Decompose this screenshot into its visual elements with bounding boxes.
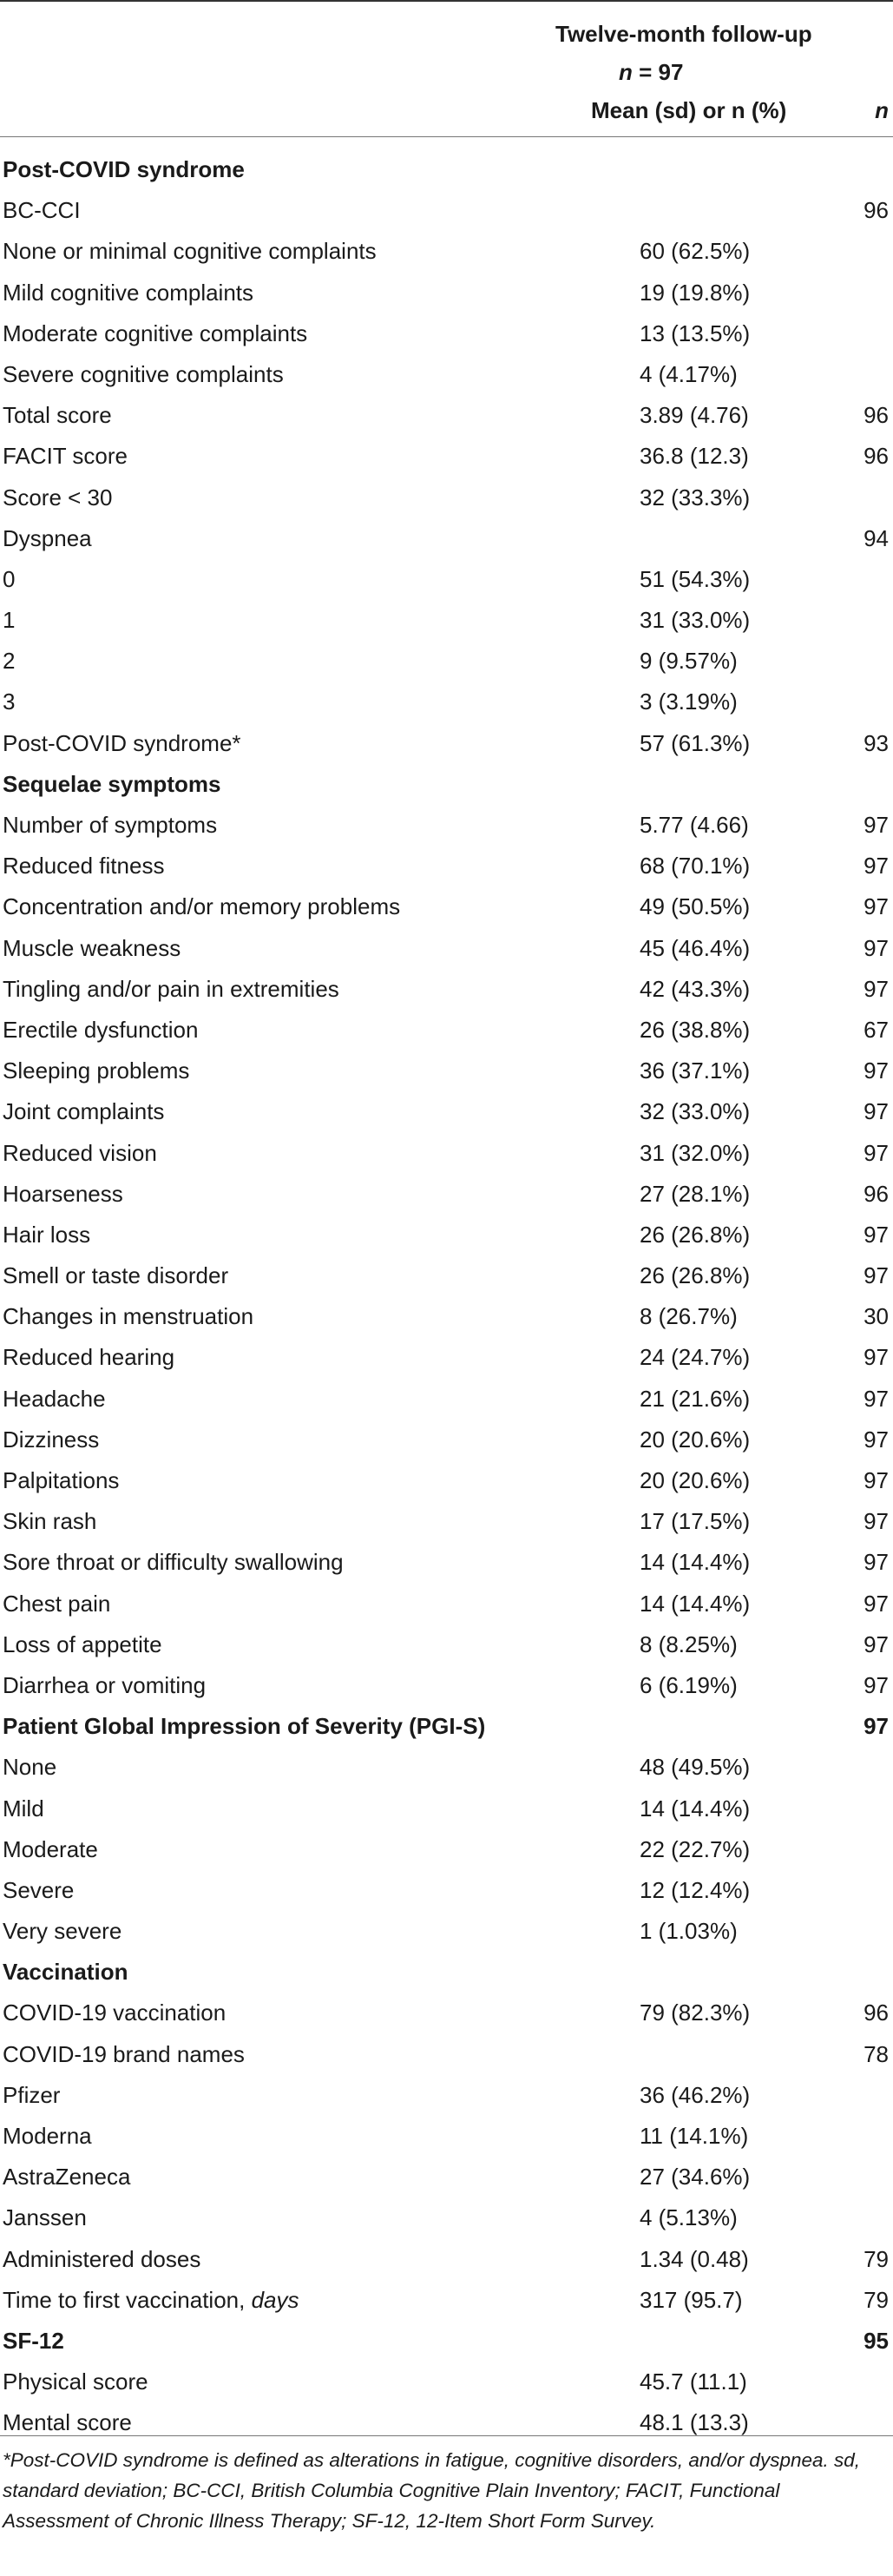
- row-value: 8 (8.25%): [640, 1631, 738, 1657]
- row-value: 42 (43.3%): [640, 975, 751, 1002]
- row-value: 31 (33.0%): [640, 607, 751, 634]
- section-label: [3, 1952, 128, 1993]
- table-row: [0, 1870, 893, 1911]
- table-row: [0, 1542, 893, 1583]
- row-label-text: Joint complaints: [3, 1098, 165, 1125]
- row-label-text: Dizziness: [3, 1426, 100, 1453]
- row-label: [3, 1255, 228, 1296]
- row-value: 49 (50.5%): [640, 893, 751, 920]
- row-label-text: COVID-19 vaccination: [3, 2000, 227, 2026]
- row-label: [3, 395, 112, 436]
- table-row: [0, 1460, 893, 1501]
- row-label: [3, 1789, 44, 1829]
- row-label-text: Severe cognitive complaints: [3, 360, 284, 387]
- table-row: [0, 1174, 893, 1215]
- table-row: [0, 273, 893, 313]
- row-n: 97: [863, 1467, 889, 1493]
- table-row: [0, 2116, 893, 2157]
- table-row: [0, 1789, 893, 1829]
- row-label: [3, 1460, 119, 1501]
- row-label-text: Mental score: [3, 2409, 132, 2436]
- table-row: [0, 886, 893, 927]
- row-value: 6 (6.19%): [640, 1671, 738, 1698]
- table-row: [0, 231, 893, 272]
- row-label-text: Pfizer: [3, 2081, 61, 2108]
- row-label: [3, 1133, 157, 1174]
- row-n: 97: [863, 812, 889, 838]
- section-label: [3, 2321, 64, 2362]
- row-label: [3, 190, 81, 231]
- row-n: 79: [863, 2245, 889, 2272]
- table-row: [0, 190, 893, 231]
- row-value: 4 (4.17%): [640, 360, 738, 387]
- row-n: 97: [863, 893, 889, 920]
- table-row: [0, 1091, 893, 1132]
- row-label: [3, 2157, 130, 2197]
- row-label-text: Score < 30: [3, 484, 113, 511]
- row-value: 31 (32.0%): [640, 1139, 751, 1166]
- row-label: [3, 846, 164, 886]
- row-label: [3, 1993, 226, 2033]
- table-row: [0, 559, 893, 600]
- row-value: 1 (1.03%): [640, 1918, 738, 1945]
- table-row: [0, 2157, 893, 2197]
- row-label-text: BC-CCI: [3, 197, 81, 224]
- row-n: 97: [863, 1549, 889, 1576]
- row-label-text: Sleeping problems: [3, 1057, 190, 1084]
- row-label-text: Loss of appetite: [3, 1631, 162, 1657]
- row-n: 93: [863, 729, 889, 756]
- row-label: [3, 1870, 74, 1911]
- row-value: 21 (21.6%): [640, 1385, 751, 1412]
- row-n: 96: [863, 443, 889, 470]
- row-n: 97: [863, 1344, 889, 1371]
- row-label: [3, 1091, 164, 1132]
- table-row: [0, 1911, 893, 1952]
- table-row: [0, 1747, 893, 1788]
- row-value: 26 (26.8%): [640, 1262, 751, 1289]
- row-label-text: Muscle weakness: [3, 934, 181, 961]
- row-label: [3, 478, 112, 518]
- row-value: 3.89 (4.76): [640, 402, 749, 429]
- row-label-text: COVID-19 brand names: [3, 2040, 245, 2067]
- row-n: 79: [863, 2286, 889, 2313]
- table-row: [0, 600, 893, 641]
- row-value: 26 (26.8%): [640, 1221, 751, 1248]
- table-row: [0, 2362, 893, 2402]
- row-value: 27 (34.6%): [640, 2164, 751, 2191]
- row-label-text: Janssen: [3, 2204, 87, 2231]
- section-label: [3, 1706, 485, 1747]
- section-row: [0, 1952, 893, 1993]
- row-label: [3, 1911, 121, 1952]
- sample-size-value: = 97: [639, 59, 684, 85]
- row-label-text: Reduced hearing: [3, 1344, 175, 1371]
- row-label: [3, 682, 15, 722]
- table-row: [0, 395, 893, 436]
- row-n: 96: [863, 197, 889, 224]
- row-label: [3, 273, 253, 313]
- row-label: [3, 2075, 60, 2116]
- row-value: 48.1 (13.3): [640, 2409, 749, 2436]
- row-label-text: Moderna: [3, 2123, 92, 2149]
- row-label-text: 0: [3, 565, 16, 592]
- row-n: 97: [863, 1262, 889, 1289]
- row-value: 3 (3.19%): [640, 688, 738, 715]
- row-value: 51 (54.3%): [640, 565, 751, 592]
- row-label: [3, 231, 377, 272]
- row-label-emphasis: days: [251, 2286, 299, 2313]
- row-label: [3, 1584, 110, 1624]
- table-body: [0, 137, 893, 2444]
- row-label: [3, 1337, 174, 1378]
- row-label: [3, 2362, 148, 2402]
- row-value: 26 (38.8%): [640, 1016, 751, 1043]
- row-label-text: Headache: [3, 1385, 106, 1412]
- row-label-text: Chest pain: [3, 1590, 111, 1617]
- table-row: [0, 846, 893, 886]
- row-label-text: Time to first vaccination,: [3, 2286, 252, 2313]
- row-label-text: SF-12: [3, 2327, 64, 2354]
- row-value: 317 (95.7): [640, 2286, 743, 2313]
- table-row: [0, 1010, 893, 1051]
- row-label: [3, 1174, 123, 1215]
- row-label: [3, 641, 15, 682]
- table-row: [0, 928, 893, 969]
- table-row: [0, 1296, 893, 1337]
- row-label: [3, 2239, 200, 2280]
- row-value: 79 (82.3%): [640, 2000, 751, 2026]
- section-row: [0, 2321, 893, 2362]
- row-label: [3, 1624, 162, 1665]
- row-n: 97: [863, 934, 889, 961]
- table-row: [0, 1584, 893, 1624]
- row-label-text: Palpitations: [3, 1467, 120, 1493]
- row-n: 97: [863, 1221, 889, 1248]
- row-value: 11 (14.1%): [640, 2123, 749, 2149]
- row-n: 97: [863, 975, 889, 1002]
- table-row: [0, 1051, 893, 1091]
- row-value: 60 (62.5%): [640, 238, 751, 265]
- row-label-text: Very severe: [3, 1918, 122, 1945]
- table-row: [0, 723, 893, 764]
- row-label-text: 1: [3, 607, 16, 634]
- row-label-text: Reduced fitness: [3, 853, 165, 880]
- row-label: [3, 2116, 92, 2157]
- section-row: [0, 764, 893, 805]
- row-value: 36 (46.2%): [640, 2081, 751, 2108]
- row-n: 97: [863, 853, 889, 880]
- sample-size: [619, 59, 683, 86]
- row-value: 8 (26.7%): [640, 1303, 738, 1330]
- row-value: 5.77 (4.66): [640, 812, 749, 838]
- row-n: 97: [863, 1426, 889, 1453]
- row-label-text: Sore throat or difficulty swallowing: [3, 1549, 344, 1576]
- row-label-text: Mild: [3, 1795, 44, 1822]
- row-label: [3, 1542, 344, 1583]
- row-value: 19 (19.8%): [640, 279, 751, 306]
- row-label: [3, 354, 284, 395]
- row-label: [3, 1665, 206, 1706]
- row-value: 24 (24.7%): [640, 1344, 751, 1371]
- row-label-text: AstraZeneca: [3, 2164, 131, 2191]
- section-label: [3, 764, 220, 805]
- row-value: 14 (14.4%): [640, 1795, 751, 1822]
- row-label-text: 3: [3, 688, 16, 715]
- table-row: [0, 1379, 893, 1420]
- table-row: [0, 969, 893, 1010]
- row-n: 96: [863, 2000, 889, 2026]
- table-row: [0, 1993, 893, 2033]
- row-label-text: Hoarseness: [3, 1180, 123, 1207]
- row-n: 97: [863, 1139, 889, 1166]
- table-row: [0, 1337, 893, 1378]
- table-row: [0, 1133, 893, 1174]
- table-footnote: *Post-COVID syndrome is defined as alterations in fatigue, cognitive disorders, and/or dyspnea. sd, standard deviation; BC-CCI, British Columbia Cognitive Plain Inventory; FACIT, Functional Assessment of Chronic Illness Therapy; SF-12, 12-Item Short Form Survey.: [0, 2435, 893, 2536]
- column-title: Twelve-month follow-up: [555, 21, 812, 47]
- row-label: [3, 886, 400, 927]
- table-row: [0, 1215, 893, 1255]
- row-label-text: Erectile dysfunction: [3, 1016, 199, 1043]
- row-value: 48 (49.5%): [640, 1754, 751, 1781]
- row-label: [3, 1420, 99, 1460]
- row-n: 95: [863, 2327, 889, 2354]
- table-row: [0, 2197, 893, 2238]
- row-n: 97: [863, 1385, 889, 1412]
- row-value: 17 (17.5%): [640, 1508, 751, 1535]
- row-value: 13 (13.5%): [640, 320, 751, 346]
- table-row: [0, 518, 893, 559]
- row-label-text: Severe: [3, 1876, 75, 1903]
- table-row: [0, 1501, 893, 1542]
- row-label: [3, 1501, 96, 1542]
- row-value: 20 (20.6%): [640, 1426, 751, 1453]
- row-value: 57 (61.3%): [640, 729, 751, 756]
- row-label: [3, 2280, 299, 2321]
- row-label-text: Diarrhea or vomiting: [3, 1671, 207, 1698]
- row-n: 67: [863, 1016, 889, 1043]
- row-n: 97: [863, 1713, 889, 1740]
- row-label-text: Post-COVID syndrome*: [3, 729, 241, 756]
- section-row: [0, 1706, 893, 1747]
- row-value: 12 (12.4%): [640, 1876, 751, 1903]
- row-label-text: None: [3, 1754, 57, 1781]
- table-row: [0, 805, 893, 846]
- row-label: [3, 1829, 98, 1870]
- row-label-text: FACIT score: [3, 443, 128, 470]
- row-label-text: Tingling and/or pain in extremities: [3, 975, 339, 1002]
- row-value: 9 (9.57%): [640, 648, 738, 675]
- row-label-text: None or minimal cognitive complaints: [3, 238, 377, 265]
- row-label-text: Mild cognitive complaints: [3, 279, 254, 306]
- row-label-text: Physical score: [3, 2368, 148, 2395]
- row-n: 97: [863, 1508, 889, 1535]
- row-value: 20 (20.6%): [640, 1467, 751, 1493]
- table-row: [0, 641, 893, 682]
- row-label-text: Hair loss: [3, 1221, 91, 1248]
- table-row: [0, 436, 893, 477]
- row-label-text: Moderate: [3, 1835, 98, 1862]
- row-n: 94: [863, 524, 889, 551]
- row-n: 78: [863, 2040, 889, 2067]
- table-row: [0, 1829, 893, 1870]
- row-label-text: Number of symptoms: [3, 812, 218, 838]
- row-label-text: Patient Global Impression of Severity (PGI-S): [3, 1713, 486, 1740]
- row-label: [3, 600, 15, 641]
- table-row: [0, 1665, 893, 1706]
- row-value: 68 (70.1%): [640, 853, 751, 880]
- row-label-text: Post-COVID syndrome: [3, 156, 245, 182]
- row-label: [3, 805, 217, 846]
- row-value: 32 (33.0%): [640, 1098, 751, 1125]
- row-label: [3, 1296, 253, 1337]
- row-n: 97: [863, 1057, 889, 1084]
- row-n: 96: [863, 1180, 889, 1207]
- row-label: [3, 723, 241, 764]
- row-label: [3, 313, 307, 354]
- table-row: [0, 2075, 893, 2116]
- table-row: [0, 313, 893, 354]
- row-label-text: Moderate cognitive complaints: [3, 320, 308, 346]
- row-label-text: Administered doses: [3, 2245, 201, 2272]
- row-value: 45.7 (11.1): [640, 2368, 747, 2395]
- row-label-text: Changes in menstruation: [3, 1303, 254, 1330]
- row-n: 30: [863, 1303, 889, 1330]
- row-value: 32 (33.3%): [640, 484, 751, 511]
- row-label-text: Reduced vision: [3, 1139, 157, 1166]
- row-label: [3, 1747, 56, 1788]
- sample-size-n: n: [619, 59, 633, 85]
- row-value: 14 (14.4%): [640, 1590, 751, 1617]
- row-n: 97: [863, 1590, 889, 1617]
- table-row: [0, 1420, 893, 1460]
- table-header: [0, 0, 893, 137]
- row-label: [3, 928, 181, 969]
- row-n: 97: [863, 1098, 889, 1125]
- row-value: 4 (5.13%): [640, 2204, 738, 2231]
- row-label-text: Dyspnea: [3, 524, 92, 551]
- row-label: [3, 436, 128, 477]
- row-value: 45 (46.4%): [640, 934, 751, 961]
- row-value: 1.34 (0.48): [640, 2245, 749, 2272]
- row-value: 36.8 (12.3): [640, 443, 749, 470]
- stat-column-header: Mean (sd) or n (%): [591, 97, 787, 123]
- row-n: 97: [863, 1631, 889, 1657]
- row-n: 97: [863, 1671, 889, 1698]
- row-label-text: Sequelae symptoms: [3, 770, 221, 797]
- table-row: [0, 2034, 893, 2075]
- table-row: [0, 1624, 893, 1665]
- table-row: [0, 2239, 893, 2280]
- row-n: 96: [863, 402, 889, 429]
- row-label: [3, 559, 15, 600]
- row-value: 22 (22.7%): [640, 1835, 751, 1862]
- n-column-header: n: [875, 97, 889, 123]
- section-row: [0, 149, 893, 190]
- section-label: [3, 149, 245, 190]
- row-value: 14 (14.4%): [640, 1549, 751, 1576]
- row-label-text: Skin rash: [3, 1508, 97, 1535]
- row-label: [3, 1215, 90, 1255]
- row-label: [3, 1010, 198, 1051]
- row-label-text: Vaccination: [3, 1959, 128, 1986]
- table-row: [0, 682, 893, 722]
- row-label-text: Concentration and/or memory problems: [3, 893, 401, 920]
- row-value: 27 (28.1%): [640, 1180, 751, 1207]
- row-label-text: 2: [3, 648, 16, 675]
- table-row: [0, 478, 893, 518]
- row-label: [3, 969, 339, 1010]
- table-row: [0, 1255, 893, 1296]
- table-row: [0, 2280, 893, 2321]
- row-label-text: Smell or taste disorder: [3, 1262, 229, 1289]
- row-label: [3, 1379, 106, 1420]
- row-label-text: Total score: [3, 402, 112, 429]
- row-label: [3, 2034, 245, 2075]
- row-value: 36 (37.1%): [640, 1057, 751, 1084]
- row-label: [3, 1051, 189, 1091]
- row-label: [3, 518, 92, 559]
- table-row: [0, 354, 893, 395]
- row-label: [3, 2197, 87, 2238]
